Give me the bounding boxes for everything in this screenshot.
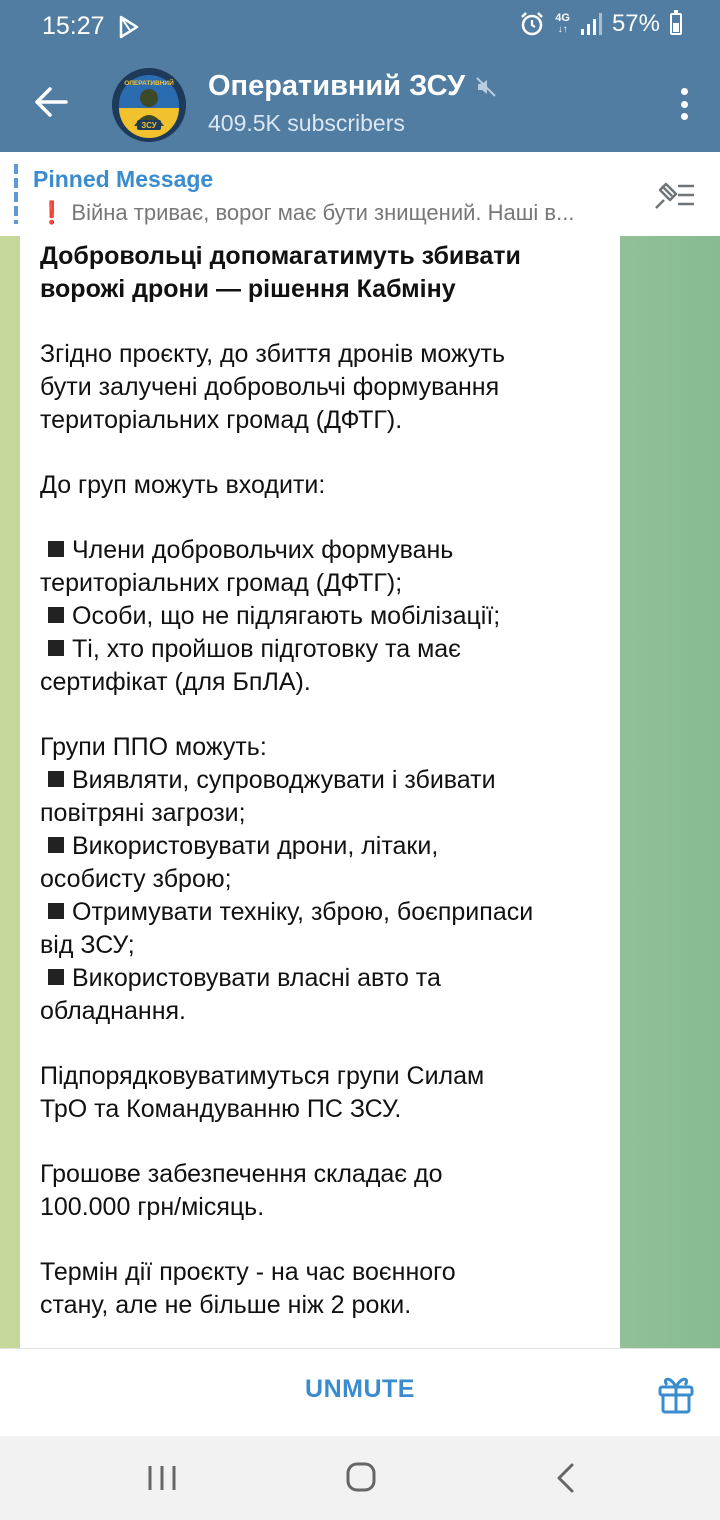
channel-header: [0, 56, 720, 152]
status-time: 15:27: [42, 12, 105, 40]
pinned-indicator: [14, 164, 18, 224]
message-bubble[interactable]: [20, 236, 620, 1348]
speaker-muted-icon: [475, 76, 497, 98]
gift-icon[interactable]: [656, 1371, 696, 1415]
channel-emblem-icon: [112, 68, 186, 142]
svg-text:ЗСУ: ЗСУ: [141, 121, 157, 130]
svg-text:ОПЕРАТИВНИЙ: ОПЕРАТИВНИЙ: [124, 80, 174, 87]
battery-percent: 57%: [611, 10, 660, 37]
message-title: Добровольці допомагатимуть збивати ворожі дрони — рішення Кабміну: [40, 242, 521, 303]
signal-icon: [580, 12, 602, 36]
pinned-message[interactable]: [0, 152, 720, 236]
recent-apps-icon[interactable]: [147, 1464, 177, 1492]
pinned-title: Pinned Message: [33, 166, 214, 192]
message-paragraph: Грошове забезпечення складає до 100.000 грн/місяць.: [40, 1160, 443, 1221]
black-square-icon: [48, 541, 64, 557]
black-square-icon: [48, 771, 64, 787]
black-square-icon: [48, 837, 64, 853]
bottom-bar: [0, 1348, 720, 1436]
chat-area[interactable]: [0, 236, 720, 1348]
message-list: Члени добровольчих формувань територіальних громад (ДФТГ); Особи, що не підлягають мобілізації; Ті, хто пройшов підготовку та має сертифікат (для БпЛА).: [40, 536, 501, 696]
pinned-text: ❗ Війна триває, ворог має бути знищений. Наші в...: [38, 200, 575, 225]
exclamation-icon: ❗: [38, 200, 66, 225]
chevron-left-icon[interactable]: [554, 1462, 576, 1494]
system-nav-bar: [0, 1436, 720, 1520]
black-square-icon: [48, 969, 64, 985]
home-icon[interactable]: [346, 1462, 376, 1492]
subscriber-count: 409.5K subscribers: [208, 110, 405, 136]
channel-title-row[interactable]: [208, 70, 497, 103]
message-paragraph: Підпорядковуватимуться групи Силам ТрО та Командуванню ПС ЗСУ.: [40, 1062, 485, 1123]
message-list: Групи ППО можуть: Виявляти, супроводжувати і збивати повітряні загрози; Використовувати дрони, літаки, особисту зброю; Отримувати техніку, зброю, боєприпаси від ЗСУ; Використовувати власні авто та обладнання.: [40, 733, 534, 1025]
battery-icon: [670, 13, 682, 35]
black-square-icon: [48, 640, 64, 656]
channel-avatar[interactable]: [112, 68, 186, 142]
play-store-icon: [118, 14, 140, 40]
message-paragraph: Згідно проєкту, до збиття дронів можуть бути залучені добровольчі формування територіальних громад (ДФТГ).: [40, 340, 506, 434]
network-indicator: 4G ↓↑: [555, 12, 570, 35]
black-square-icon: [48, 903, 64, 919]
status-bar: [0, 0, 720, 56]
alarm-icon: [519, 11, 545, 37]
unmute-button[interactable]: UNMUTE: [305, 1375, 415, 1403]
message-paragraph: До груп можуть входити:: [40, 471, 326, 499]
arrow-left-icon[interactable]: [26, 78, 74, 126]
three-dots-vertical-icon[interactable]: [672, 82, 696, 126]
black-square-icon: [48, 607, 64, 623]
pin-list-icon[interactable]: [652, 178, 698, 212]
message-paragraph: Термін дії проєкту - на час воєнного стану, але не більше ніж 2 роки.: [40, 1258, 456, 1319]
channel-title: Оперативний ЗСУ: [208, 70, 466, 102]
